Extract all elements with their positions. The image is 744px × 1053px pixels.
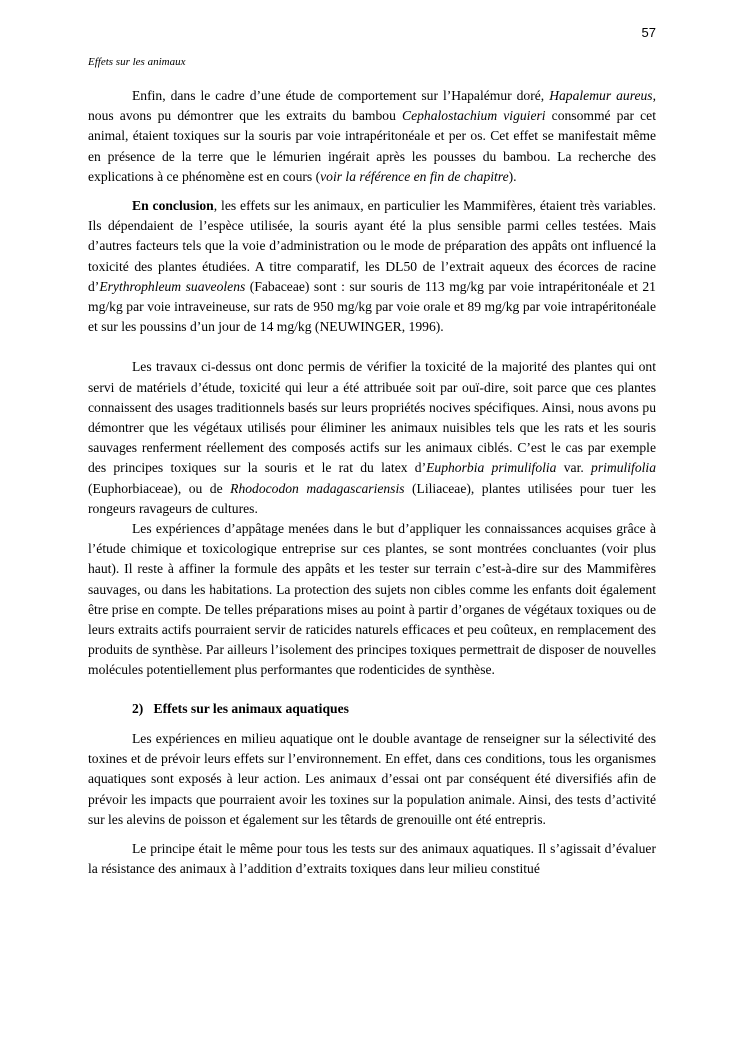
paragraph-hapalemur: Enfin, dans le cadre d’une étude de comportement sur l’Hapalémur doré, Hapalemur aureus, nous avons pu démontrer que les extraits du bambou Cephalostachium viguieri consommé par cet animal, étaient toxiques sur la souris par voie intrapéritonéale et per os. Cet effet se manifestait même en présence de la terre que le lémurien ingérait après les pousses du bambou. La recherche des explications à ce phénomène est en cours (voir la référence en fin de chapitre). — [88, 88, 656, 184]
body-text — [88, 86, 656, 879]
section-number: 2) — [132, 700, 144, 716]
page-number: 57 — [641, 25, 656, 40]
paragraph-toxicity-verification: Les travaux ci-dessus ont donc permis de vérifier la toxicité de la majorité des plantes qui ont servi de matériels d’étude, toxicité qui leur a été attribuée soit par ouï-dire, soit parce que ces plantes connaissent des usages traditionnels basés sur leurs propriétés nocives spécifiques. Ainsi, nous avons pu démontrer que les végétaux utilisés pour éliminer les animaux nuisibles tels que les rats et les souris sauvages renferment réellement des composés actifs sur les animaux ciblés. C’est le cas par exemple des principes toxiques sur la souris et le rat du latex d’Euphorbia primulifolia var. primulifolia (Euphorbiaceae), ou de Rhodocodon madagascariensis (Liliaceae), plantes utilisées pour tuer les rongeurs ravageurs de cultures. — [88, 359, 656, 516]
paragraph-bait-experiments: Les expériences d’appâtage menées dans le but d’appliquer les connaissances acquises grâce à l’étude chimique et toxicologique entreprise sur ces plantes, se sont montrées concluantes (voir plus haut). Il reste à affiner la formule des appâts et les tester sur terrain c’est-à-dire sur des Mammifères sauvages, ou dans les habitations. La protection des sujets non cibles comme les enfants doit également être prise en compte. De telles préparations mises au point à partir d’organes de végétaux toxiques ou de leurs extraits actifs pourraient servir de raticides naturels efficaces et peu coûteux, en remplacement des produits de synthèse. Par ailleurs l’isolement des principes toxiques permettrait de disposer de nouvelles molécules potentiellement plus performantes que rodenticides de synthèse. — [88, 521, 656, 678]
section-heading — [88, 699, 656, 719]
running-header: Effets sur les animaux — [88, 56, 186, 68]
section-title: Effets sur les animaux aquatiques — [153, 700, 349, 716]
paragraph-aquatic-experiments: Les expériences en milieu aquatique ont le double avantage de renseigner sur la sélectivité des toxines et de prévoir leurs effets sur l’environnement. En effet, dans ces conditions, tous les organismes aquatiques sont exposés à leur action. Les animaux d’essai ont par conséquent été diversifiés afin de prévoir les impacts que pourraient avoir les toxines sur la population animale. Ainsi, des tests d’activité sur les alevins de poisson et également sur les têtards de grenouille ont été entrepris. — [88, 730, 656, 827]
paragraph-conclusion: En conclusion, les effets sur les animaux, en particulier les Mammifères, étaient très variables. Ils dépendaient de l’espèce utilisée, la souris ayant été la plus sensible parmi celles testées. Mais d’autres facteurs tels que la voie d’administration ou le mode de préparation des appâts ont influencé la toxicité des plantes étudiées. A titre comparatif, les DL50 de l’extrait aqueux des écorces de racine d’Erythrophleum suaveolens (Fabaceae) sont : sur souris de 113 mg/kg par voie intrapéritonéale et 21 mg/kg par voie intraveineuse, sur rats de 950 mg/kg par voie orale et 89 mg/kg par voie intrapéritonéale et sur les poussins d’un jour de 14 mg/kg (NEUWINGER, 1996). — [88, 198, 656, 335]
paragraph-aquatic-principle: Le principe était le même pour tous les tests sur des animaux aquatiques. Il s’agissait d’évaluer la résistance des animaux à l’addition d’extraits toxiques dans leur milieu constitué — [88, 840, 656, 877]
